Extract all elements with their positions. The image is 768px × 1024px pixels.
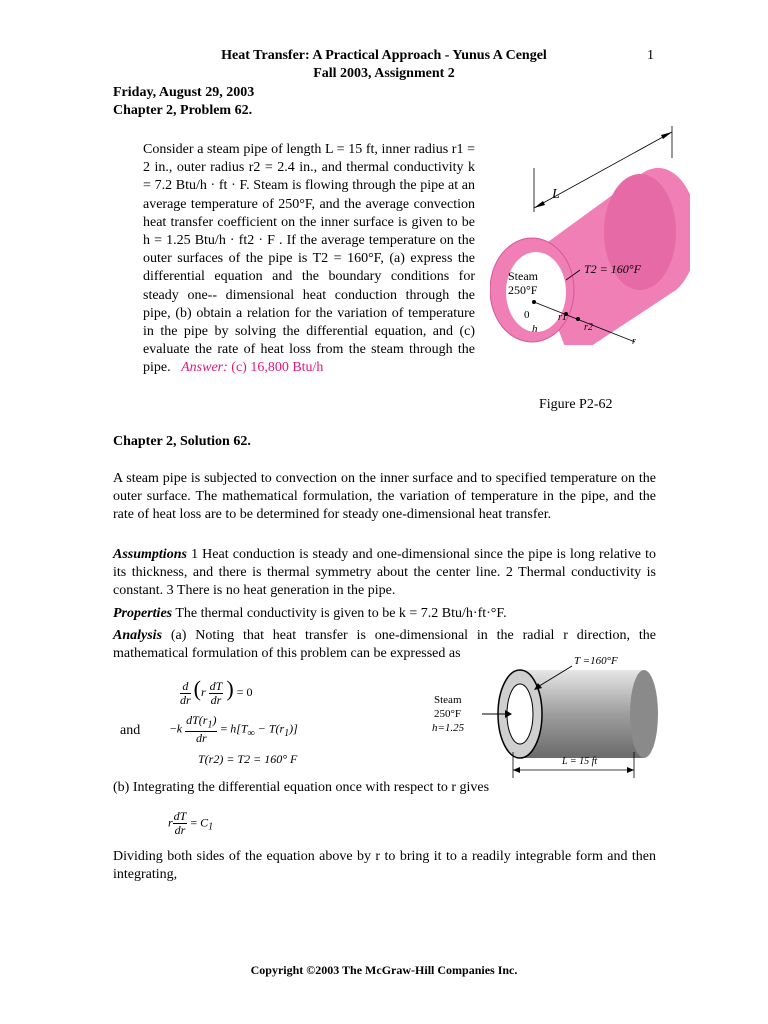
properties-text: The thermal conductivity is given to be k = 7.2 Btu/h·ft·°F. (175, 606, 507, 621)
solution-intro (113, 470, 656, 525)
figure-r1-label: r1 (558, 312, 567, 323)
and-label: and (120, 723, 141, 738)
pipe-sketch (420, 648, 670, 788)
analysis-label: Analysis (113, 628, 163, 643)
solution-heading: Chapter 2, Solution 62. (113, 434, 251, 449)
sketch-steam-temp: 250°F (434, 708, 462, 720)
figure-origin-label: 0 (524, 309, 530, 321)
part-b-text: (b) Integrating the differential equation once with respect to r gives (113, 780, 490, 795)
figure-h-label: h (532, 323, 538, 335)
sketch-temp-label: T =160°F (574, 655, 618, 667)
properties (113, 605, 656, 623)
figure-r2-label: r2 (584, 322, 593, 333)
sketch-length-label: L = 15 ft (562, 756, 598, 767)
document-subtitle: Fall 2003, Assignment 2 (313, 66, 455, 81)
figure-length-label: L (552, 187, 560, 202)
document-title: Heat Transfer: A Practical Approach - Yunus A Cengel (221, 48, 547, 63)
solution-intro-text: A steam pipe is subjected to convection on the inner surface and to specified temperature on the outer surface. The mathematical formulation, the variation of temperature in the pipe, and the rate of heat loss are to be determined for steady one-dimensional heat transfer. (113, 471, 656, 523)
problem-text: Consider a steam pipe of length L = 15 ft, inner radius r1 = 2 in., outer radius r2 = 2.4 in., and thermal conductivity k = 7.2 Btu/h · ft · F. Steam is flowing through the pipe at an average temperature of 250°F, and the average convection heat transfer coefficient on the inner surface is given to be h = 1.25 Btu/h · ft2 · F . If the average temperature on the outer surfaces of the pipe is T2 = 160°F, (a) express the differential equation and the boundary conditions for steady one-- dimensional heat conduction through the pipe, (b) obtain a relation for the variation of temperature in the pipe by solving the differential equation, and (c) evaluate the rate of heat loss from the steam through the pipe. (143, 142, 475, 376)
copyright: Copyright ©2003 The McGraw-Hill Companies Inc. (250, 963, 518, 977)
figure-t2-label: T2 = 160°F (584, 262, 641, 276)
properties-label: Properties (113, 606, 173, 621)
answer-label: Answer: (181, 360, 228, 376)
boundary-condition-outer: T(r2) = T2 = 160° F (198, 752, 298, 766)
answer-value: (c) 16,800 Btu/h (231, 360, 324, 376)
figure-steam-temp: 250°F (508, 283, 538, 297)
date: Friday, August 29, 2003 (113, 85, 255, 100)
sketch-steam-label: Steam (434, 694, 462, 706)
dividing-text: Dividing both sides of the equation above by r to bring it to a readily integrable form and then integrating, (113, 849, 656, 883)
boundary-condition-inner: −k $\frac{dT(r_1)}{dr}$ = $h[T_\infty - T(r_1)]$ (170, 713, 298, 746)
assumptions-text: 1 Heat conduction is steady and one-dimensional since the pipe is long relative to its thickness, and there is thermal symmetry about the center line. 2 Thermal conductivity is constant. 3 There is no heat generation in the pipe. (113, 547, 656, 599)
pipe-figure (490, 120, 690, 345)
analysis-text: (a) Noting that heat transfer is one-dimensional in the radial r direction, the mathematical formulation of this problem can be expressed as (113, 628, 656, 662)
page-number: 1 (647, 48, 654, 63)
dividing-paragraph (113, 848, 656, 884)
differential-equation: $\frac{d}{dr}$ (r $\frac{dT}{dr}$ ) = 0 (180, 676, 253, 707)
assumptions-label: Assumptions (113, 547, 187, 562)
problem-reference: Chapter 2, Problem 62. (113, 103, 253, 118)
figure-caption: Figure P2-62 (539, 397, 613, 412)
integrated-equation: r $\frac{dT}{dr}$ = $C_1$ (168, 809, 214, 837)
sketch-h-label: h=1.25 (432, 722, 465, 734)
figure-steam-label: Steam (508, 269, 538, 283)
figure-r-label: r (632, 336, 636, 345)
assumptions (113, 546, 656, 601)
problem-statement (143, 141, 475, 378)
